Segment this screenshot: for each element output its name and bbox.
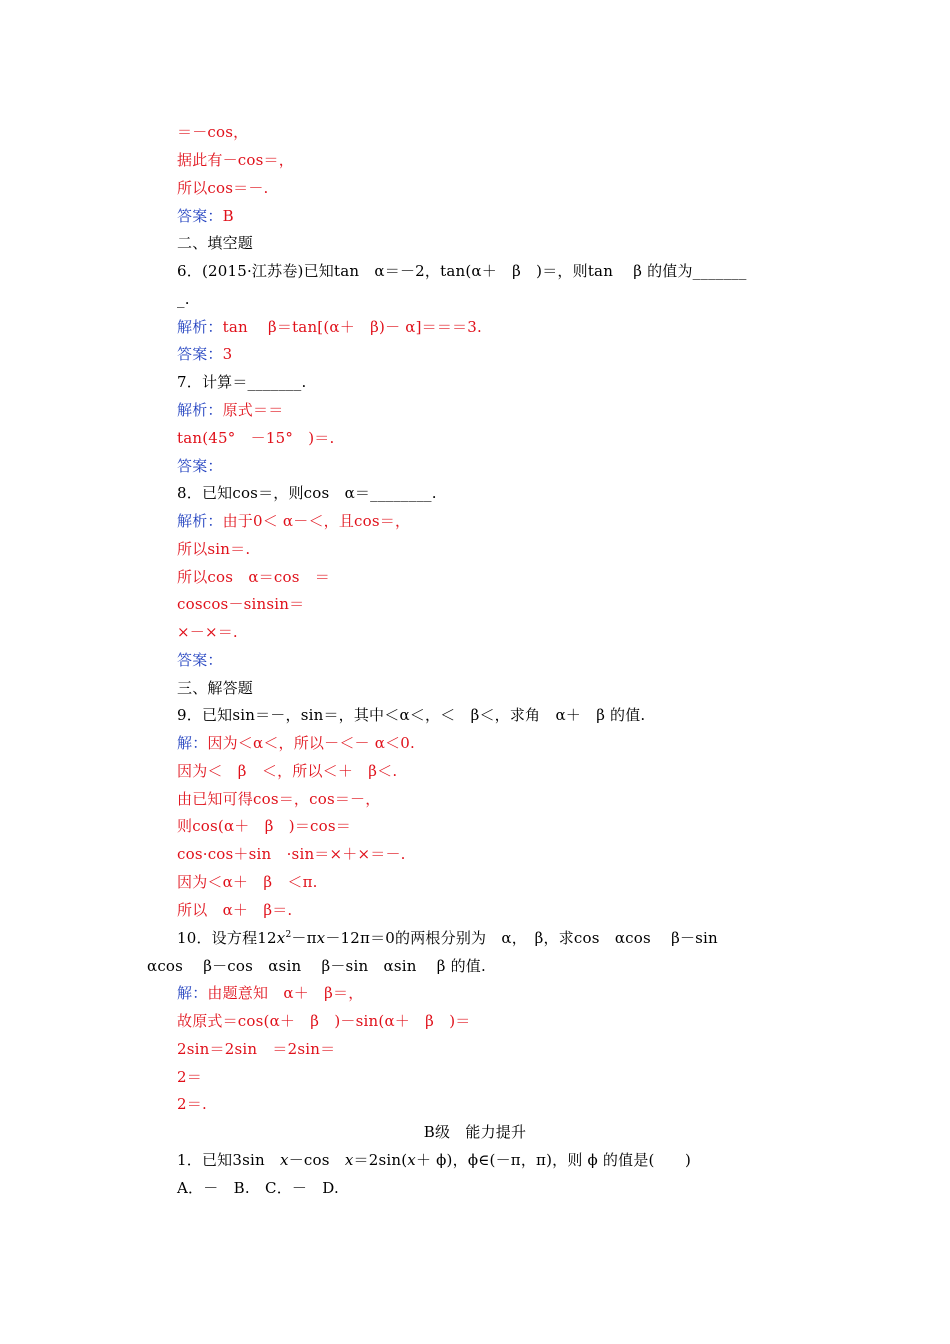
text-line — [177, 149, 294, 171]
label-text: 答案： — [177, 457, 223, 475]
text-line — [177, 482, 437, 504]
text-segment: 二、填空题 — [177, 234, 254, 252]
text-line — [177, 760, 397, 782]
text-segment: 所以 α＋ β＝. — [177, 901, 293, 919]
text-line — [177, 371, 306, 393]
text-line — [177, 1177, 339, 1199]
label-text: 解析： — [177, 401, 223, 419]
text-line — [177, 538, 250, 560]
text-segment: x — [344, 1151, 354, 1169]
text-segment: B级 能力提升 — [423, 1123, 527, 1141]
text-segment: －12π＝0的两根分别为 α， β，求cos αcos β－sin — [325, 929, 718, 947]
text-segment: ×－×＝. — [177, 623, 238, 641]
text-segment: 9．已知sin＝－，sin＝，其中＜α＜，＜ β＜，求角 α＋ β 的值. — [177, 706, 646, 724]
text-segment: 所以cos＝－. — [177, 179, 269, 197]
text-segment: 则cos(α＋ β )＝cos＝ — [177, 817, 351, 835]
text-segment: 6．(2015·江苏卷)已知tan α＝－2，tan(α＋ β )＝，则tan β 的值为_______ — [177, 262, 747, 280]
text-segment: A．－ B. C．－ D. — [177, 1179, 339, 1197]
text-line — [177, 1093, 207, 1115]
text-line — [177, 843, 406, 865]
text-line — [177, 871, 318, 893]
text-line — [177, 982, 363, 1004]
text-segment: 因为＜α＋ β ＜π. — [177, 873, 318, 891]
label-text: 解： — [177, 734, 208, 752]
text-segment: cos·cos＋sin ·sin＝×＋×＝－. — [177, 845, 406, 863]
text-line — [177, 1038, 335, 1060]
text-segment: 因为＜α＜，所以－＜－ α＜0. — [207, 734, 415, 752]
text-segment: x — [316, 929, 326, 947]
text-line — [177, 649, 223, 671]
text-line — [147, 955, 486, 977]
text-segment: 三、解答题 — [177, 679, 254, 697]
label-text: 答案： — [177, 345, 223, 363]
text-segment: coscos－sinsin＝ — [177, 595, 305, 613]
text-line — [0, 1121, 950, 1143]
text-segment: 10．设方程12 — [177, 929, 277, 947]
text-segment: 2＝. — [177, 1095, 207, 1113]
text-segment: x — [407, 1151, 416, 1169]
text-line — [177, 343, 232, 365]
text-line — [177, 316, 482, 338]
text-segment: 2sin＝2sin ＝2sin＝ — [177, 1040, 336, 1058]
text-segment: tan β＝tan[(α＋ β)－ α]＝＝＝3. — [222, 318, 482, 336]
text-segment: 所以cos α＝cos ＝ — [177, 568, 330, 586]
text-line — [177, 455, 223, 477]
text-segment: 由于0＜ α－＜，且cos＝， — [222, 512, 411, 530]
text-line — [177, 593, 304, 615]
text-segment: 8．已知cos＝，则cos α＝________. — [177, 484, 437, 502]
text-line — [177, 899, 292, 921]
text-line — [177, 288, 190, 310]
text-line — [177, 732, 415, 754]
text-segment: ＝2sin( — [353, 1151, 408, 1169]
label-text: 答案： — [177, 207, 223, 225]
text-segment: 故原式＝cos(α＋ β )－sin(α＋ β )＝ — [177, 1012, 471, 1030]
text-segment: 7．计算＝_______. — [177, 373, 307, 391]
text-segment: x — [276, 929, 286, 947]
text-segment: 3 — [222, 345, 233, 363]
text-line — [177, 788, 380, 810]
text-line — [177, 177, 269, 199]
text-line — [177, 260, 747, 282]
text-line — [177, 232, 253, 254]
text-line — [177, 427, 334, 449]
text-segment: ＝－cos， — [177, 123, 249, 141]
text-segment: 所以sin＝. — [177, 540, 251, 558]
text-line — [177, 1149, 691, 1171]
text-segment: 1．已知3sin — [177, 1151, 281, 1169]
text-line — [177, 566, 330, 588]
text-line — [177, 510, 410, 532]
text-line — [177, 1066, 202, 1088]
text-segment: 原式＝＝ — [222, 401, 284, 419]
text-segment: x — [280, 1151, 289, 1169]
text-segment: －cos — [288, 1151, 345, 1169]
text-segment: 2 — [285, 930, 292, 940]
text-line — [177, 621, 238, 643]
text-line — [177, 399, 283, 421]
text-segment: αcos β－cos αsin β－sin αsin β 的值. — [147, 957, 486, 975]
text-segment: 由题意知 α＋ β＝， — [207, 984, 364, 1002]
text-line — [177, 815, 351, 837]
label-text: 解析： — [177, 512, 223, 530]
label-text: 解： — [177, 984, 208, 1002]
text-segment: _. — [177, 290, 190, 308]
text-segment: ＋ ϕ)，ϕ∈(－π，π)，则 ϕ 的值是( ) — [415, 1151, 692, 1169]
text-line — [177, 704, 645, 726]
text-line — [177, 1010, 471, 1032]
label-text: 答案： — [177, 651, 223, 669]
text-line — [177, 121, 248, 143]
text-line — [177, 677, 253, 699]
text-segment: 2＝ — [177, 1068, 202, 1086]
text-segment: －π — [291, 929, 317, 947]
text-line — [177, 927, 718, 949]
text-segment: B — [222, 207, 234, 225]
text-segment: 据此有－cos＝， — [177, 151, 294, 169]
text-segment: 因为＜ β ＜，所以＜＋ β＜. — [177, 762, 398, 780]
label-text: 解析： — [177, 318, 223, 336]
text-segment: tan(45° －15° )＝. — [177, 429, 335, 447]
text-line — [177, 205, 234, 227]
text-segment: 由已知可得cos＝，cos＝－， — [177, 790, 381, 808]
